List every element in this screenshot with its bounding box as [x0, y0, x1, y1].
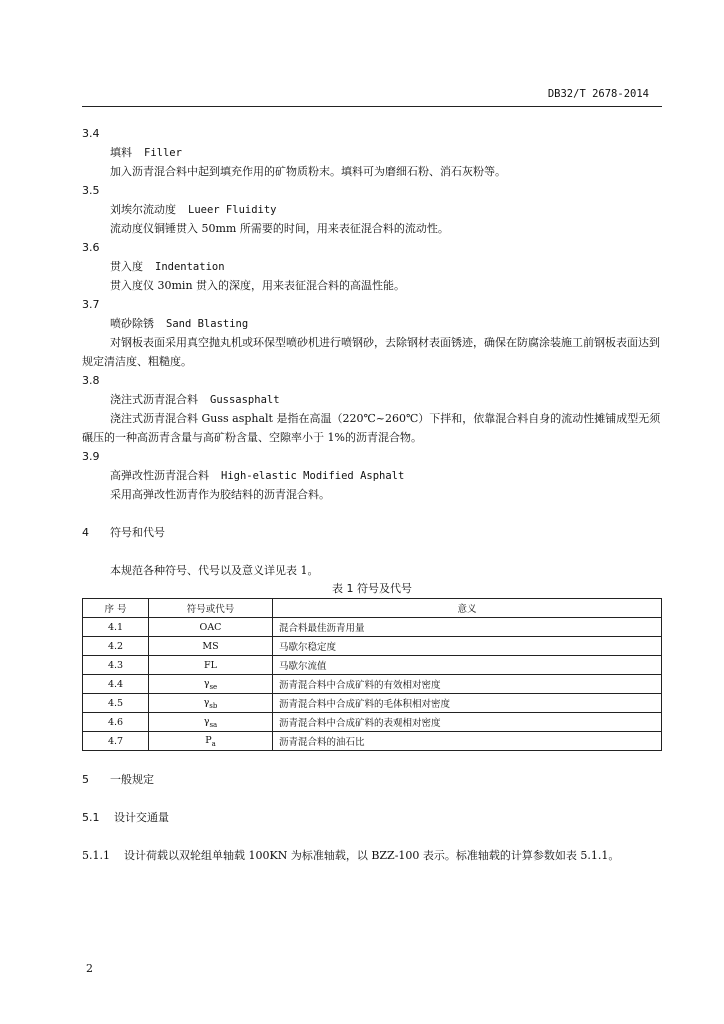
- section-5-1-heading: [82, 808, 662, 827]
- meaning-cell: 沥青混合料中合成矿料的有效相对密度: [273, 675, 662, 694]
- symbol-main: γ: [203, 677, 210, 689]
- term-name-en: Lueer Fluidity: [188, 204, 277, 216]
- term-definition: 流动度仪铜锤贯入 50mm 所需要的时间，用来表征混合料的流动性。: [110, 222, 449, 235]
- meaning-cell: 马歇尔稳定度: [273, 637, 662, 656]
- table-row: [83, 732, 662, 751]
- term-number: 3.7: [82, 298, 100, 311]
- term-name-zh: 刘埃尔流动度: [110, 203, 176, 216]
- term-title: [82, 200, 662, 219]
- term-name-zh: 填料: [110, 146, 132, 159]
- page-number: 2: [86, 962, 93, 975]
- symbols-table: [82, 598, 662, 751]
- symbol-cell: [149, 713, 273, 732]
- section-5-1-number: 5.1: [82, 811, 100, 824]
- symbol-main: γ: [203, 715, 210, 727]
- meaning-cell: 混合料最佳沥青用量: [273, 618, 662, 637]
- symbol-subscript: se: [209, 682, 218, 691]
- table-row: [83, 713, 662, 732]
- section-4-heading: [82, 523, 662, 542]
- meaning-cell: 马歇尔流值: [273, 656, 662, 675]
- term-name-zh: 浇注式沥青混合料: [110, 393, 198, 406]
- term-definition: 贯入度仪 30min 贯入的深度，用来表征混合料的高温性能。: [110, 279, 406, 292]
- table-row: [83, 637, 662, 656]
- section-5-1-title: 设计交通量: [114, 811, 169, 824]
- table-1-caption: 表 1 符号及代号: [332, 582, 412, 595]
- section-5-title: 一般规定: [110, 773, 154, 786]
- symbol-main: OAC: [199, 621, 222, 633]
- symbol-cell: [149, 732, 273, 751]
- term-name-zh: 贯入度: [110, 260, 143, 273]
- term-number: 3.4: [82, 127, 100, 140]
- row-number-cell: 4.4: [83, 675, 149, 694]
- section-4-title: 符号和代号: [110, 526, 165, 539]
- term-number: 3.6: [82, 241, 100, 254]
- row-number-cell: 4.1: [83, 618, 149, 637]
- header-rule: [82, 106, 662, 107]
- term-name-en: Filler: [144, 147, 182, 159]
- term-definition: 对钢板表面采用真空抛丸机或环保型喷砂机进行喷钢砂，去除钢材表面锈迹，确保在防腐涂装施工前钢板表面达到规定清洁度、粗糙度。: [82, 336, 660, 368]
- symbol-subscript: sb: [209, 701, 218, 710]
- symbol-cell: [149, 656, 273, 675]
- section-4-number: 4: [82, 526, 89, 539]
- row-number-cell: 4.2: [83, 637, 149, 656]
- symbol-main: γ: [203, 696, 210, 708]
- term-definition: 采用高弹改性沥青作为胶结料的沥青混合料。: [110, 488, 330, 501]
- section-4-intro: 本规范各种符号、代号以及意义详见表 1。: [110, 564, 319, 577]
- section-5-heading: [82, 770, 662, 789]
- meaning-cell: 沥青混合料中合成矿料的表观相对密度: [273, 713, 662, 732]
- table-row: [83, 675, 662, 694]
- meaning-cell: 沥青混合料中合成矿料的毛体积相对密度: [273, 694, 662, 713]
- term-definition: 加入沥青混合料中起到填充作用的矿物质粉末。填料可为磨细石粉、消石灰粉等。: [110, 165, 506, 178]
- symbol-cell: [149, 637, 273, 656]
- row-number-cell: 4.3: [83, 656, 149, 675]
- clause-5-1-1-number: 5.1.1: [82, 849, 110, 862]
- symbol-subscript: a: [211, 739, 216, 748]
- symbol-main: FL: [204, 659, 217, 671]
- term-title: [82, 466, 662, 485]
- term-number: 3.9: [82, 450, 100, 463]
- table-row: [83, 618, 662, 637]
- meaning-cell: 沥青混合料的油石比: [273, 732, 662, 751]
- section-5-number: 5: [82, 773, 89, 786]
- header-symbol: 符号或代号: [149, 599, 273, 618]
- term-number: 3.5: [82, 184, 100, 197]
- symbol-main: P: [205, 734, 212, 746]
- standard-code: DB32/T 2678-2014: [547, 88, 649, 100]
- term-title: [82, 314, 662, 333]
- table-row: [83, 694, 662, 713]
- term-name-en: Gussasphalt: [210, 394, 280, 406]
- symbol-cell: [149, 694, 273, 713]
- term-title: [82, 143, 662, 162]
- page-content: [82, 124, 662, 865]
- table-row: [83, 656, 662, 675]
- row-number-cell: 4.5: [83, 694, 149, 713]
- term-name-en: Sand Blasting: [166, 318, 249, 330]
- term-number: 3.8: [82, 374, 100, 387]
- symbol-subscript: sa: [209, 720, 218, 729]
- term-name-zh: 喷砂除锈: [110, 317, 154, 330]
- row-number-cell: 4.6: [83, 713, 149, 732]
- term-name-zh: 高弹改性沥青混合料: [110, 469, 209, 482]
- symbol-cell: [149, 618, 273, 637]
- term-title: [82, 257, 662, 276]
- term-definition: 浇注式沥青混合料 Guss asphalt 是指在高温（220℃~260℃）下拌和，依靠混合料自身的流动性摊铺成型无须碾压的一种高沥青含量与高矿粉含量、空隙率小于 1%的沥青混合物。: [82, 412, 661, 444]
- terms-list: [82, 124, 662, 504]
- symbol-cell: [149, 675, 273, 694]
- table-body: [83, 618, 662, 751]
- header-meaning: 意义: [273, 599, 662, 618]
- term-name-en: High-elastic Modified Asphalt: [221, 470, 405, 482]
- term-title: [82, 390, 662, 409]
- symbol-main: MS: [202, 640, 219, 652]
- table-header-row: [83, 599, 662, 618]
- clause-5-1-1: [82, 846, 662, 865]
- clause-5-1-1-text: 设计荷载以双轮组单轴载 100KN 为标准轴载，以 BZZ-100 表示。标准轴载的计算参数如表 5.1.1。: [124, 849, 620, 862]
- term-name-en: Indentation: [155, 261, 225, 273]
- row-number-cell: 4.7: [83, 732, 149, 751]
- header-no: 序 号: [83, 599, 149, 618]
